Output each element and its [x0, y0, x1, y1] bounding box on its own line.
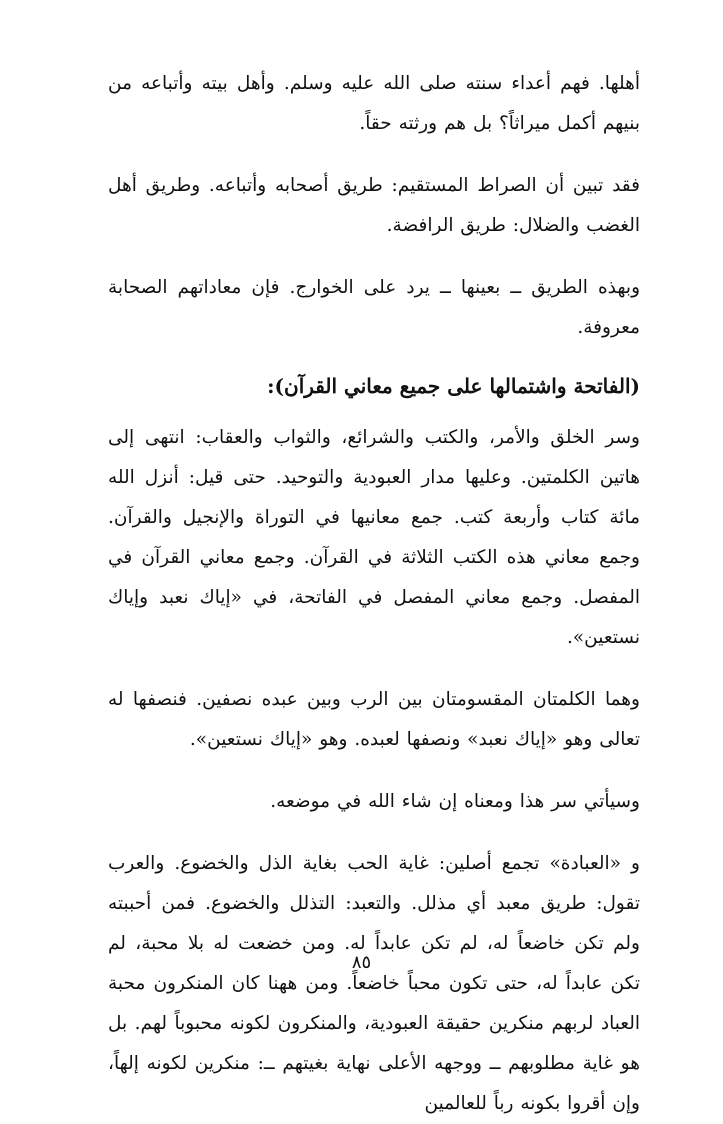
- paragraph-1: أهلها. فهم أعداء سنته صلى الله عليه وسلم. وأهل بيته وأتباعه من بنيهم أكمل ميراثاً؟ بل هم ورثته حقاً.: [108, 73, 640, 134]
- paragraph-6: وسيأتي سر هذا ومعناه إن شاء الله في موضعه.: [270, 791, 640, 812]
- paragraph-3: وبهذه الطريق ــ بعينها ــ يرد على الخوارج. فإن معاداتهم الصحابة معروفة.: [108, 277, 640, 338]
- page-number: ٨٥: [351, 952, 372, 973]
- paragraph-4: وسر الخلق والأمر، والكتب والشرائع، والثواب والعقاب: انتهى إلى هاتين الكلمتين. وعليها مدار العبودية والتوحيد. حتى قيل: أنزل الله مائة كتاب وأربعة كتب. جمع معانيها في التوراة والإنجيل والقرآن. وجمع معاني هذه الكتب الثلاثة في القرآن. وجمع معاني القرآن في المفصل. وجمع معاني المفصل في الفاتحة، في «إياك نعبد وإياك نستعين».: [108, 427, 640, 648]
- paragraph-7: و «العبادة» تجمع أصلين: غاية الحب بغاية الذل والخضوع. والعرب تقول: طريق معبد أي مذلل. والتعبد: التذلل والخضوع. فمن أحببته ولم تكن خاضعاً له، لم تكن عابداً له. ومن خضعت له بلا محبة، لم تكن عابداً له، حتى تكون محباً خاضعاً. ومن ههنا كان المنكرون محبة العباد لربهم منكرين حقيقة العبودية، والمنكرون لكونه محبوباً لهم. بل هو غاية مطلوبهم ــ ووجهه الأعلى نهاية بغيتهم ــ: منكرين لكونه إلهاً، وإن أقروا بكونه رباً للعالمين: [108, 853, 640, 1114]
- paragraph-5: وهما الكلمتان المقسومتان بين الرب وبين عبده نصفين. فنصفها له تعالى وهو «إياك نعبد» ونصفها لعبده. وهو «إياك نستعين».: [108, 689, 640, 750]
- paragraph-2: فقد تبين أن الصراط المستقيم: طريق أصحابه وأتباعه. وطريق أهل الغضب والضلال: طريق الرافضة.: [108, 175, 640, 236]
- section-heading: (الفاتحة واشتمالها على جميع معاني القرآن):: [267, 374, 640, 398]
